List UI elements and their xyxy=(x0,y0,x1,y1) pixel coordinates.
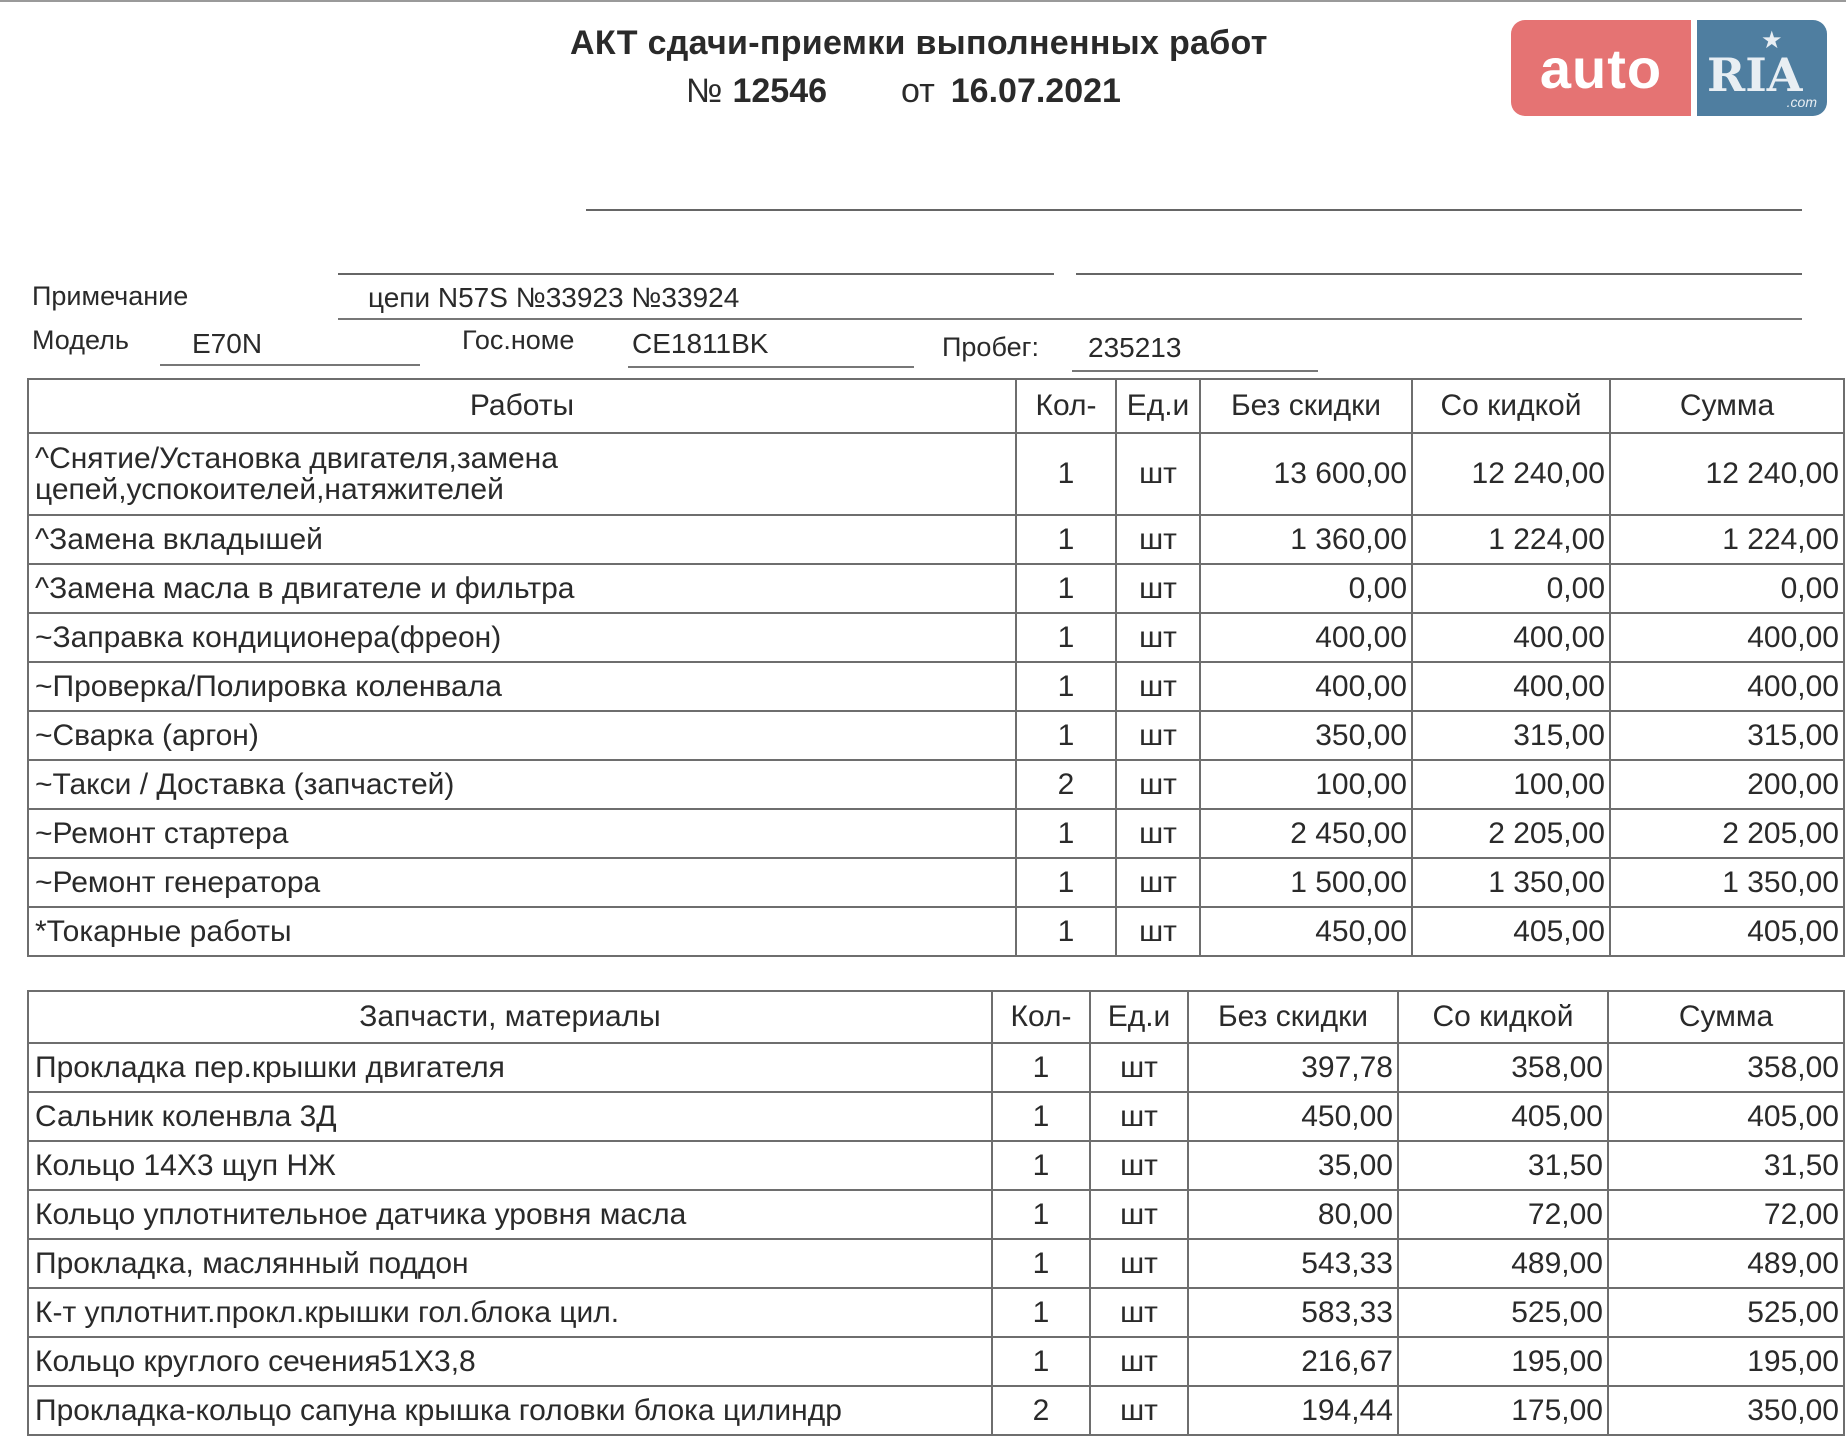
work-unit: шт xyxy=(1116,564,1200,613)
work-name: ~Такси / Доставка (запчастей) xyxy=(28,760,1016,809)
parts-col-unit: Ед.и xyxy=(1090,991,1188,1043)
parts-header-row xyxy=(28,991,1844,1043)
mileage-underline xyxy=(1072,370,1318,372)
work-name: ~Проверка/Полировка коленвала xyxy=(28,662,1016,711)
part-price: 397,78 xyxy=(1188,1043,1398,1092)
parts-col-price: Без скидки xyxy=(1188,991,1398,1043)
work-discounted: 2 205,00 xyxy=(1412,809,1610,858)
autoria-logo xyxy=(1511,20,1827,116)
part-discounted: 175,00 xyxy=(1398,1386,1608,1435)
document-date: 16.07.2021 xyxy=(950,72,1121,110)
part-unit: шт xyxy=(1090,1141,1188,1190)
work-price: 100,00 xyxy=(1200,760,1412,809)
work-discounted: 405,00 xyxy=(1412,907,1610,956)
part-sum: 405,00 xyxy=(1608,1092,1844,1141)
work-sum: 2 205,00 xyxy=(1610,809,1844,858)
work-unit: шт xyxy=(1116,662,1200,711)
table-row xyxy=(28,1288,1844,1337)
work-unit: шт xyxy=(1116,515,1200,564)
work-discounted: 400,00 xyxy=(1412,662,1610,711)
work-qty: 1 xyxy=(1016,515,1116,564)
part-discounted: 31,50 xyxy=(1398,1141,1608,1190)
document-number-line xyxy=(686,72,1121,111)
work-discounted: 315,00 xyxy=(1412,711,1610,760)
part-name: Кольцо круглого сечения51X3,8 xyxy=(28,1337,992,1386)
logo-ria-part xyxy=(1697,20,1827,116)
part-name: Кольцо уплотнительное датчика уровня масла xyxy=(28,1190,992,1239)
work-price: 1 500,00 xyxy=(1200,858,1412,907)
part-price: 194,44 xyxy=(1188,1386,1398,1435)
model-label: Модель xyxy=(32,325,129,355)
works-header-row xyxy=(28,379,1844,433)
work-qty: 2 xyxy=(1016,760,1116,809)
work-price: 2 450,00 xyxy=(1200,809,1412,858)
part-qty: 1 xyxy=(992,1288,1090,1337)
note-value: цепи N57S №33923 №33924 xyxy=(368,282,740,313)
work-sum: 12 240,00 xyxy=(1610,433,1844,515)
table-row xyxy=(28,1092,1844,1141)
table-row xyxy=(28,1239,1844,1288)
part-discounted: 405,00 xyxy=(1398,1092,1608,1141)
part-name: Прокладка-кольцо сапуна крышка головки блока цилиндр xyxy=(28,1386,992,1435)
works-col-discounted: Со кидкой xyxy=(1412,379,1610,433)
note-label: Примечание xyxy=(32,281,189,311)
table-row xyxy=(28,564,1844,613)
part-unit: шт xyxy=(1090,1288,1188,1337)
part-unit: шт xyxy=(1090,1043,1188,1092)
work-unit: шт xyxy=(1116,433,1200,515)
work-qty: 1 xyxy=(1016,564,1116,613)
part-unit: шт xyxy=(1090,1337,1188,1386)
works-col-sum: Сумма xyxy=(1610,379,1844,433)
part-price: 80,00 xyxy=(1188,1190,1398,1239)
table-row xyxy=(28,760,1844,809)
note-underline xyxy=(338,318,1802,320)
work-discounted: 12 240,00 xyxy=(1412,433,1610,515)
works-col-unit: Ед.и xyxy=(1116,379,1200,433)
work-sum: 405,00 xyxy=(1610,907,1844,956)
works-col-price: Без скидки xyxy=(1200,379,1412,433)
work-unit: шт xyxy=(1116,760,1200,809)
work-sum: 1 350,00 xyxy=(1610,858,1844,907)
work-qty: 1 xyxy=(1016,711,1116,760)
work-name: ^Замена вкладышей xyxy=(28,515,1016,564)
logo-domain: .com xyxy=(1786,94,1817,110)
work-price: 400,00 xyxy=(1200,662,1412,711)
part-qty: 1 xyxy=(992,1337,1090,1386)
model-value: E70N xyxy=(192,328,263,359)
work-discounted: 400,00 xyxy=(1412,613,1610,662)
part-discounted: 358,00 xyxy=(1398,1043,1608,1092)
work-qty: 1 xyxy=(1016,433,1116,515)
work-unit: шт xyxy=(1116,613,1200,662)
parts-col-discounted: Со кидкой xyxy=(1398,991,1608,1043)
work-qty: 1 xyxy=(1016,662,1116,711)
part-sum: 31,50 xyxy=(1608,1141,1844,1190)
star-icon: ★ xyxy=(1761,27,1783,54)
part-discounted: 489,00 xyxy=(1398,1239,1608,1288)
part-sum: 358,00 xyxy=(1608,1043,1844,1092)
work-sum: 400,00 xyxy=(1610,613,1844,662)
part-unit: шт xyxy=(1090,1092,1188,1141)
part-name: Кольцо 14X3 щуп НЖ xyxy=(28,1141,992,1190)
work-name: ~Сварка (аргон) xyxy=(28,711,1016,760)
table-row xyxy=(28,711,1844,760)
parts-col-name: Запчасти, материалы xyxy=(28,991,992,1043)
part-price: 543,33 xyxy=(1188,1239,1398,1288)
part-qty: 1 xyxy=(992,1239,1090,1288)
logo-auto-part: auto xyxy=(1511,20,1691,116)
work-discounted: 1 350,00 xyxy=(1412,858,1610,907)
work-qty: 1 xyxy=(1016,613,1116,662)
part-unit: шт xyxy=(1090,1386,1188,1435)
table-row xyxy=(28,433,1844,515)
work-sum: 400,00 xyxy=(1610,662,1844,711)
part-qty: 1 xyxy=(992,1141,1090,1190)
work-price: 13 600,00 xyxy=(1200,433,1412,515)
work-sum: 315,00 xyxy=(1610,711,1844,760)
work-unit: шт xyxy=(1116,711,1200,760)
part-discounted: 72,00 xyxy=(1398,1190,1608,1239)
logo-ria-text: RIA xyxy=(1707,48,1803,102)
table-row xyxy=(28,1337,1844,1386)
work-price: 1 360,00 xyxy=(1200,515,1412,564)
work-discounted: 100,00 xyxy=(1412,760,1610,809)
work-unit: шт xyxy=(1116,858,1200,907)
document-number: 12546 xyxy=(732,72,828,110)
work-unit: шт xyxy=(1116,907,1200,956)
part-qty: 1 xyxy=(992,1092,1090,1141)
part-qty: 1 xyxy=(992,1190,1090,1239)
part-sum: 489,00 xyxy=(1608,1239,1844,1288)
part-qty: 1 xyxy=(992,1043,1090,1092)
work-discounted: 1 224,00 xyxy=(1412,515,1610,564)
part-qty: 2 xyxy=(992,1386,1090,1435)
parts-col-qty: Кол- xyxy=(992,991,1090,1043)
work-name: ^Замена масла в двигателе и фильтра xyxy=(28,564,1016,613)
work-name: ~Ремонт стартера xyxy=(28,809,1016,858)
signature-line xyxy=(586,209,1802,211)
mileage-label: Пробег: xyxy=(942,332,1039,362)
table-row xyxy=(28,1190,1844,1239)
work-sum: 200,00 xyxy=(1610,760,1844,809)
work-price: 450,00 xyxy=(1200,907,1412,956)
work-name: *Токарные работы xyxy=(28,907,1016,956)
plate-value: CE1811BK xyxy=(632,328,769,359)
work-price: 0,00 xyxy=(1200,564,1412,613)
works-col-name: Работы xyxy=(28,379,1016,433)
work-name: ^Снятие/Установка двигателя,замена цепей,успокоителей,натяжителей xyxy=(28,433,1016,515)
signature-line-left xyxy=(338,273,1054,275)
work-qty: 1 xyxy=(1016,858,1116,907)
work-discounted: 0,00 xyxy=(1412,564,1610,613)
table-row xyxy=(28,858,1844,907)
table-row xyxy=(28,662,1844,711)
part-name: Сальник коленвла 3Д xyxy=(28,1092,992,1141)
part-name: Прокладка пер.крышки двигателя xyxy=(28,1043,992,1092)
table-row xyxy=(28,1386,1844,1435)
table-row xyxy=(28,1141,1844,1190)
date-prefix: от xyxy=(901,72,935,110)
work-qty: 1 xyxy=(1016,809,1116,858)
table-row xyxy=(28,613,1844,662)
work-sum: 0,00 xyxy=(1610,564,1844,613)
works-table xyxy=(27,378,1845,957)
part-sum: 350,00 xyxy=(1608,1386,1844,1435)
plate-label: Гос.номе xyxy=(462,325,575,355)
number-sign: № xyxy=(686,72,723,110)
part-name: Прокладка, маслянный поддон xyxy=(28,1239,992,1288)
part-price: 216,67 xyxy=(1188,1337,1398,1386)
work-name: ~Ремонт генератора xyxy=(28,858,1016,907)
table-row xyxy=(28,907,1844,956)
parts-table xyxy=(27,990,1845,1436)
part-unit: шт xyxy=(1090,1190,1188,1239)
mileage-value: 235213 xyxy=(1088,332,1182,363)
page-top-border xyxy=(0,0,1846,2)
model-underline xyxy=(160,364,420,366)
part-price: 583,33 xyxy=(1188,1288,1398,1337)
document-title: АКТ сдачи-приемки выполненных работ xyxy=(570,24,1268,62)
part-name: К-т уплотнит.прокл.крышки гол.блока цил. xyxy=(28,1288,992,1337)
work-qty: 1 xyxy=(1016,907,1116,956)
part-discounted: 195,00 xyxy=(1398,1337,1608,1386)
plate-underline xyxy=(628,366,914,368)
part-discounted: 525,00 xyxy=(1398,1288,1608,1337)
works-col-qty: Кол- xyxy=(1016,379,1116,433)
table-row xyxy=(28,809,1844,858)
part-unit: шт xyxy=(1090,1239,1188,1288)
parts-col-sum: Сумма xyxy=(1608,991,1844,1043)
part-price: 450,00 xyxy=(1188,1092,1398,1141)
work-sum: 1 224,00 xyxy=(1610,515,1844,564)
part-price: 35,00 xyxy=(1188,1141,1398,1190)
table-row xyxy=(28,515,1844,564)
table-row xyxy=(28,1043,1844,1092)
work-name: ~Заправка кондиционера(фреон) xyxy=(28,613,1016,662)
part-sum: 525,00 xyxy=(1608,1288,1844,1337)
signature-line-right xyxy=(1076,273,1802,275)
work-price: 400,00 xyxy=(1200,613,1412,662)
work-unit: шт xyxy=(1116,809,1200,858)
work-price: 350,00 xyxy=(1200,711,1412,760)
part-sum: 72,00 xyxy=(1608,1190,1844,1239)
part-sum: 195,00 xyxy=(1608,1337,1844,1386)
